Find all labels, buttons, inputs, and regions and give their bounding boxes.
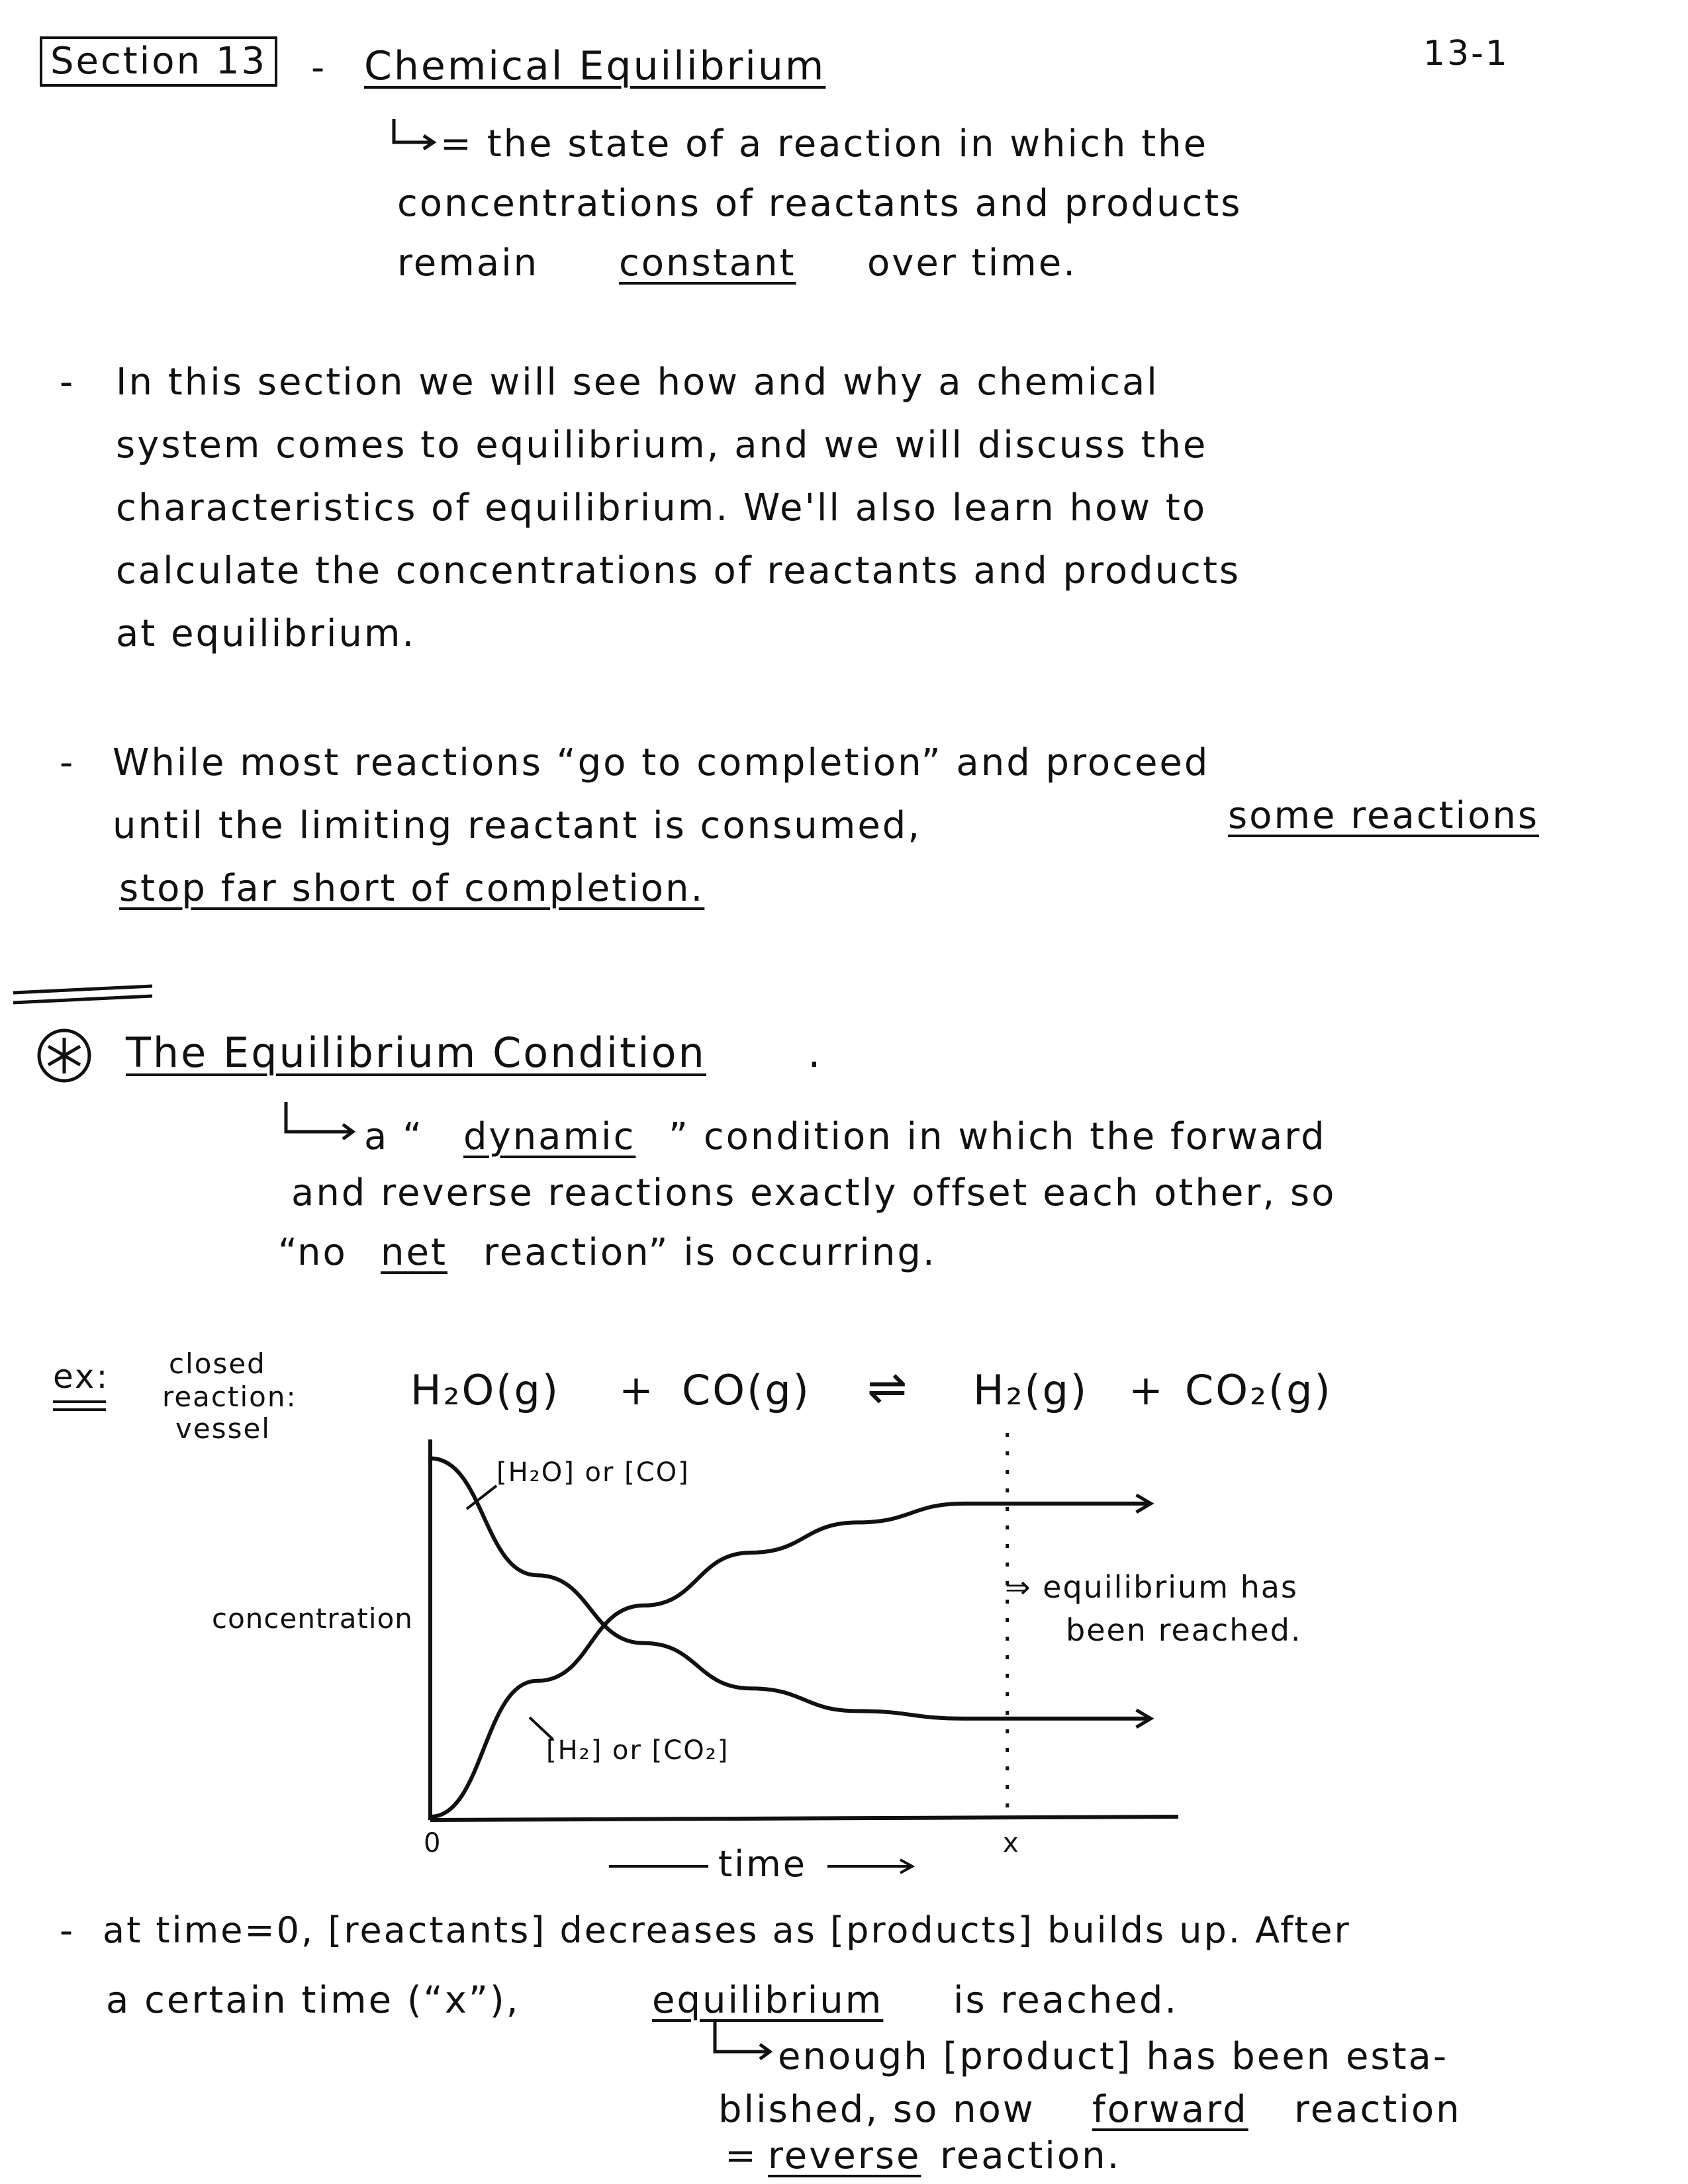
intro-line-2: system comes to equilibrium, and we will discuss the bbox=[116, 424, 1208, 467]
completion-emphasis-2: stop far short of completion. bbox=[119, 867, 705, 910]
section-label: Section 13 bbox=[40, 36, 277, 87]
annotation-line-2: been reached. bbox=[1066, 1612, 1302, 1648]
equation-product-1: H₂(g) bbox=[973, 1366, 1089, 1414]
condition-heading: The Equilibrium Condition bbox=[126, 1028, 706, 1077]
chart-x-label: time bbox=[718, 1843, 808, 1885]
completion-line-1: While most reactions “go to completion” and proceed bbox=[113, 741, 1210, 784]
condition-arrow-icon bbox=[286, 1102, 353, 1139]
condition-line-1b: ” condition in which the forward bbox=[669, 1115, 1327, 1158]
chart-y-label: concentration bbox=[212, 1602, 413, 1635]
summary-sub-line-1: enough [product] has been esta- bbox=[778, 2035, 1449, 2078]
ex-underline bbox=[53, 1402, 106, 1410]
definition-line-2: concentrations of reactants and products bbox=[397, 182, 1243, 225]
summary-emphasis-forward: forward bbox=[1092, 2088, 1248, 2131]
equation-plus-2: + bbox=[1129, 1366, 1165, 1414]
x-tick-equilibrium: x bbox=[1003, 1828, 1020, 1858]
summary-line-2b: is reached. bbox=[953, 1979, 1179, 2022]
summary-dash: - bbox=[60, 1909, 75, 1952]
vessel-line-2: reaction: bbox=[162, 1381, 297, 1413]
completion-emphasis-1: some reactions bbox=[1228, 794, 1540, 837]
annotation-line-1: ⇒ equilibrium has bbox=[1005, 1569, 1298, 1605]
summary-sub-line-3a: = bbox=[725, 2134, 758, 2177]
summary-sub-line-2a: blished, so now bbox=[718, 2088, 1035, 2131]
vessel-line-1: closed bbox=[169, 1347, 266, 1380]
legend-reactants: [H₂O] or [CO] bbox=[496, 1457, 690, 1488]
definition-tail: over time. bbox=[867, 242, 1077, 285]
completion-dash: - bbox=[60, 741, 75, 784]
page-number: 13-1 bbox=[1423, 34, 1510, 73]
intro-line-5: at equilibrium. bbox=[116, 612, 416, 655]
example-label: ex: bbox=[53, 1357, 110, 1396]
definition-arrow-icon bbox=[394, 119, 434, 149]
condition-emphasis-dynamic: dynamic bbox=[463, 1115, 636, 1158]
condition-line-1a: a “ bbox=[364, 1115, 424, 1158]
equation-plus-1: + bbox=[619, 1366, 655, 1414]
definition-emphasis: constant bbox=[619, 242, 796, 285]
condition-emphasis-net: net bbox=[381, 1231, 447, 1274]
condition-line-3b: reaction” is occurring. bbox=[483, 1231, 937, 1274]
condition-heading-period: . bbox=[808, 1028, 823, 1077]
page-title: Chemical Equilibrium bbox=[364, 43, 826, 89]
header-dash: - bbox=[311, 46, 327, 89]
completion-line-2: until the limiting reactant is consumed, bbox=[113, 804, 922, 847]
definition-line-1: = the state of a reaction in which the bbox=[440, 122, 1209, 165]
intro-line-4: calculate the concentrations of reactants and products bbox=[116, 549, 1241, 592]
summary-emphasis-equilibrium: equilibrium bbox=[652, 1979, 884, 2022]
condition-line-2: and reverse reactions exactly offset each other, so bbox=[291, 1171, 1336, 1214]
condition-line-3a: “no bbox=[278, 1231, 348, 1274]
vessel-line-3: vessel bbox=[175, 1412, 271, 1445]
equation-reactant-1: H₂O(g) bbox=[410, 1366, 561, 1414]
equation-product-2: CO₂(g) bbox=[1185, 1366, 1333, 1414]
summary-line-1: at time=0, [reactants] decreases as [products] builds up. After bbox=[103, 1909, 1351, 1951]
intro-line-3: characteristics of equilibrium. We'll also learn how to bbox=[116, 486, 1207, 529]
equation-reactant-2: CO(g) bbox=[682, 1366, 811, 1414]
section-divider bbox=[13, 986, 152, 1003]
summary-sub-line-3b: reaction. bbox=[940, 2134, 1121, 2177]
x-tick-zero: 0 bbox=[424, 1828, 442, 1858]
summary-arrow-icon bbox=[715, 2022, 770, 2059]
summary-sub-line-2b: reaction bbox=[1294, 2088, 1462, 2131]
legend-products: [H₂] or [CO₂] bbox=[546, 1735, 729, 1766]
intro-dash: - bbox=[60, 361, 75, 404]
definition-line-3: remain bbox=[397, 242, 539, 285]
summary-emphasis-reverse: reverse bbox=[768, 2134, 921, 2177]
summary-line-2a: a certain time (“x”), bbox=[106, 1979, 520, 2022]
series-line-products bbox=[430, 1504, 1151, 1817]
equation-equilibrium-arrow-icon: ⇌ bbox=[867, 1359, 910, 1415]
concentration-time-chart bbox=[430, 1433, 1178, 1873]
asterisk-bullet-icon bbox=[39, 1030, 89, 1081]
x-axis bbox=[430, 1817, 1178, 1820]
intro-line-1: In this section we will see how and why a chemical bbox=[116, 361, 1159, 404]
